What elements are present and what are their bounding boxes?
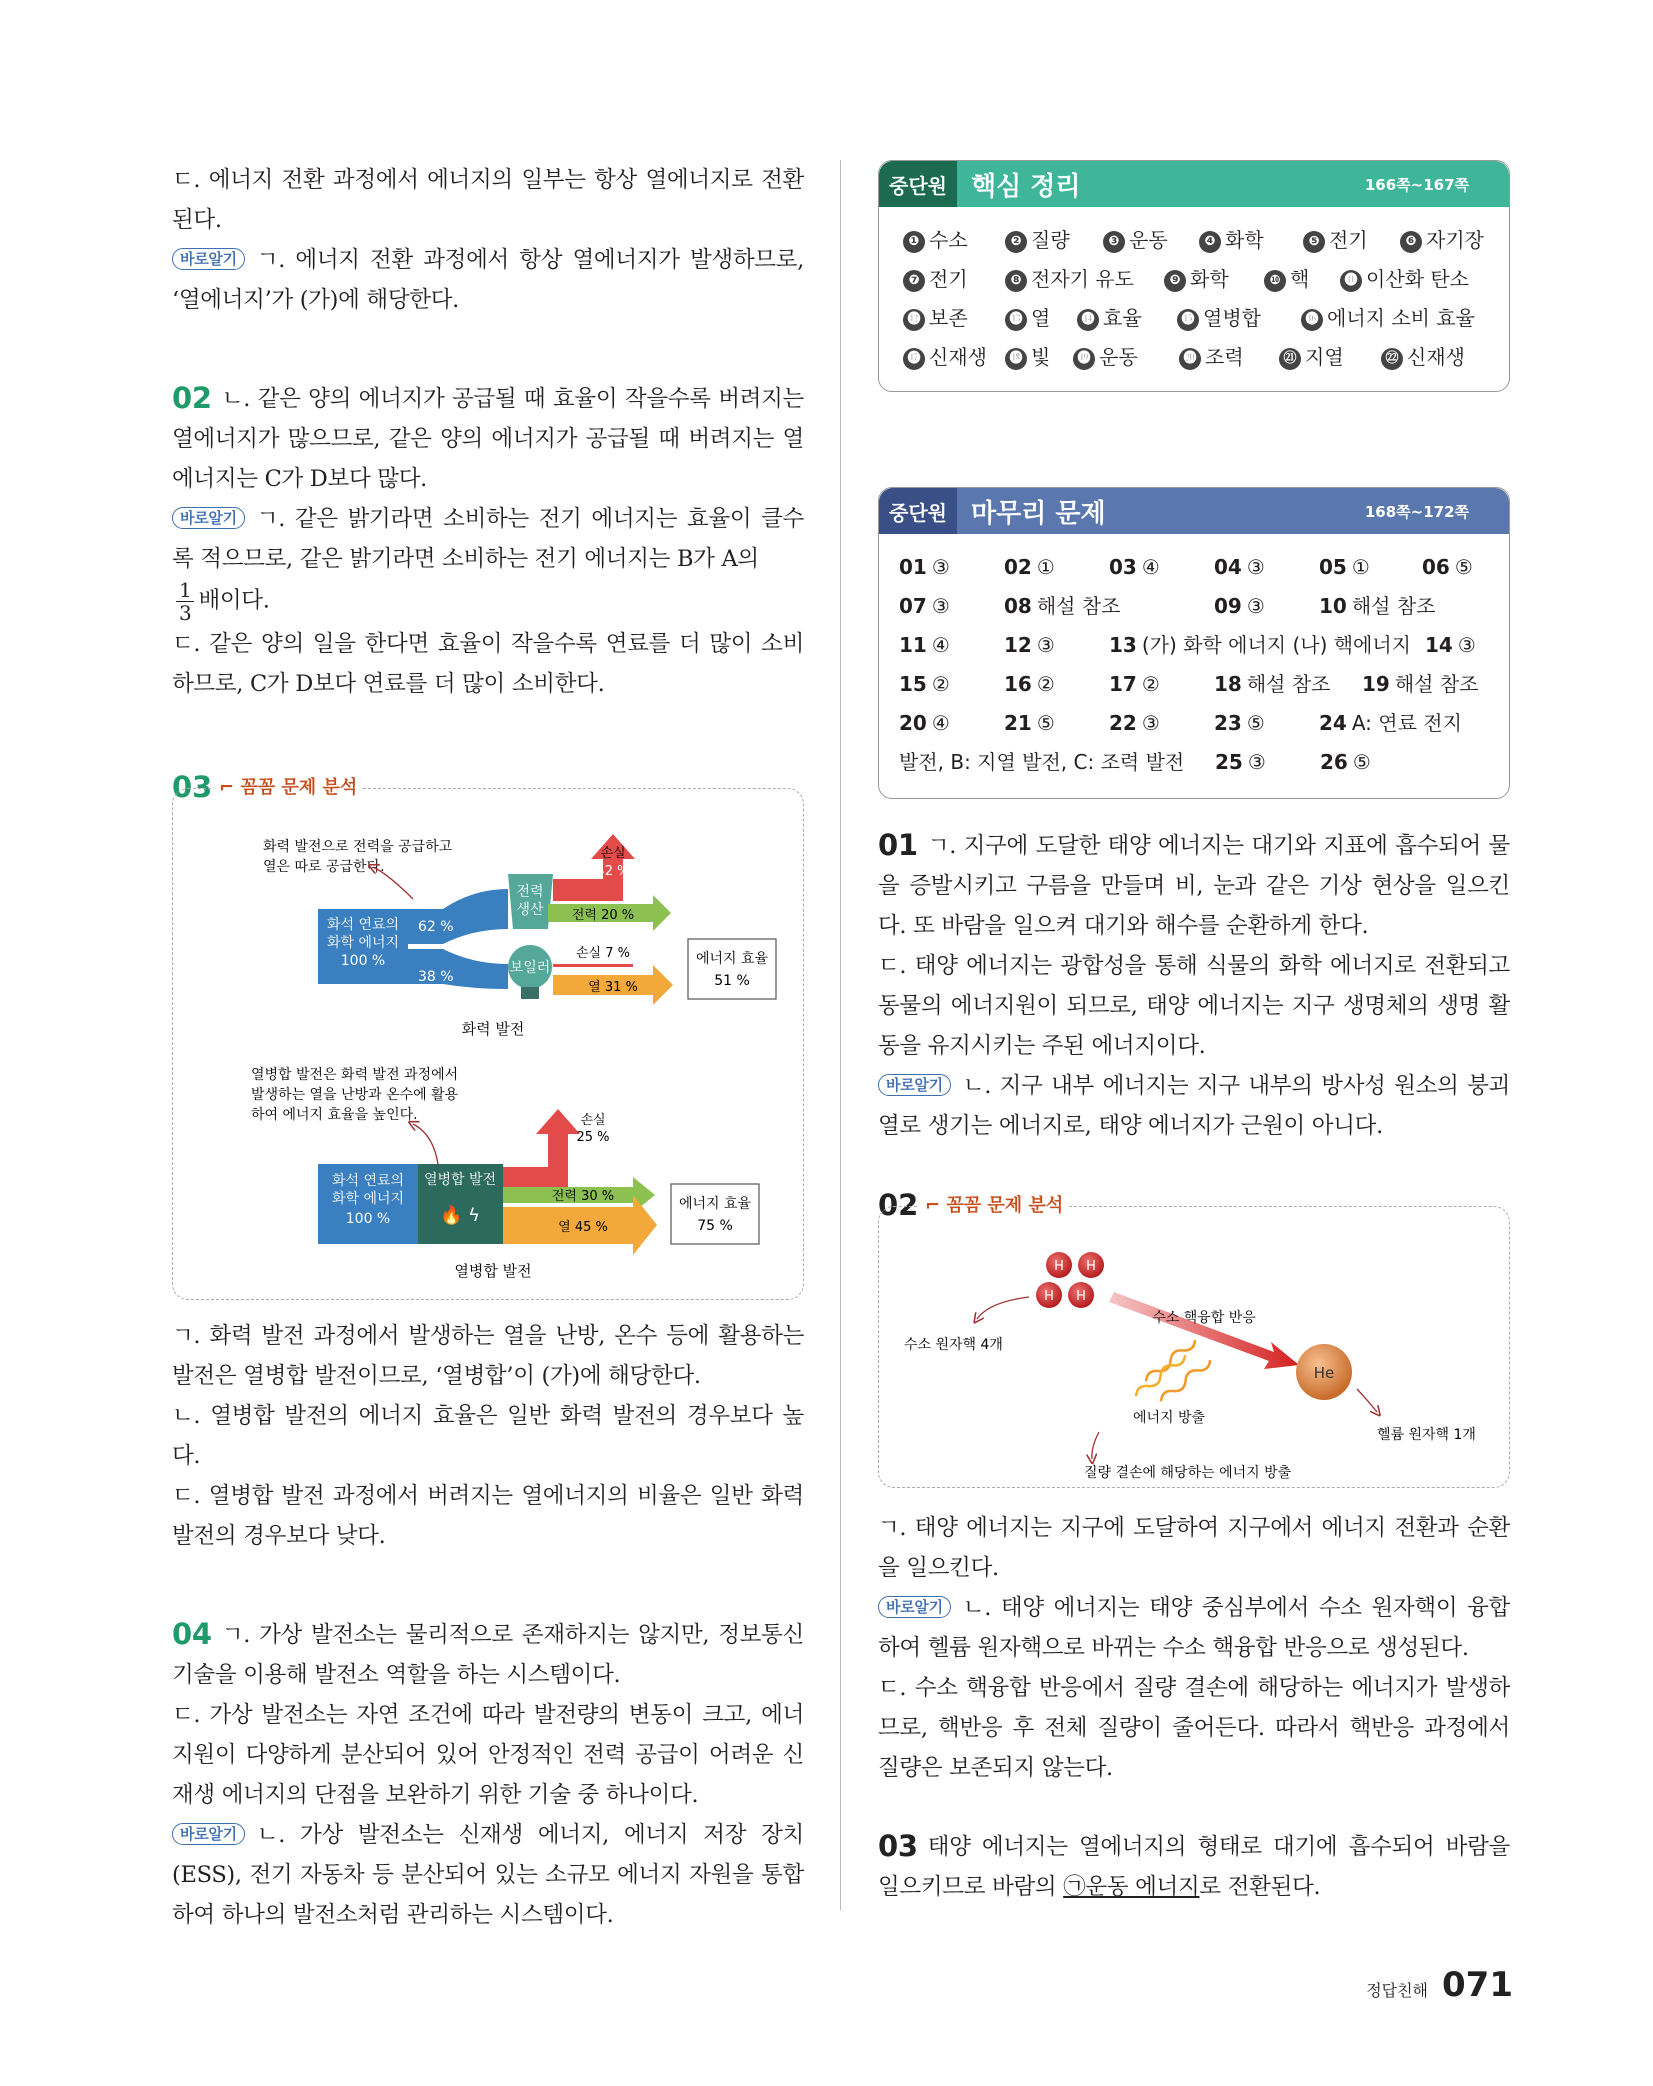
summary-row: ⓬ 보존 ⓭ 열 ⓮ 효율 ⓯ 열병합 ⓰ 에너지 소비 효율	[903, 299, 1509, 338]
source-label: 화석 연료의	[331, 1173, 405, 1189]
answer-row: 15 ② 16 ② 17 ② 18 해설 참조 19 해설 참조	[899, 672, 1479, 696]
correction-tag: 바로알기	[172, 248, 245, 270]
question-number: 03	[172, 770, 213, 804]
fusion-diagram	[879, 1207, 1511, 1489]
paragraph: 바로알기 ㄱ. 에너지 전환 과정에서 항상 열에너지가 발생하므로, ‘열에너지’가 (가)에 해당한다.	[172, 247, 804, 313]
paragraph: ㄴ. 열병합 발전의 에너지 효율은 일반 화력 발전의 경우보다 높다.	[172, 1403, 804, 1469]
mass-defect-label: 질량 결손에 해당하는 에너지 방출	[1084, 1465, 1292, 1481]
diagram-caption: 열병합 발전	[454, 1262, 532, 1280]
diagram-note: 하여 에너지 효율을 높인다.	[251, 1107, 418, 1123]
left-column	[172, 160, 804, 1935]
summary-row: ⓱ 신재생 ⓲ 빛 ⓳ 운동 ⓴ 조력 ㉑ 지열 ㉒ 신재생	[903, 338, 1509, 377]
power-generation-diagram	[173, 789, 805, 1301]
efficiency-value: 51 %	[714, 973, 750, 989]
reaction-label: 수소 핵융합 반응	[1152, 1310, 1256, 1326]
diagram-caption: 화력 발전	[461, 1020, 525, 1038]
paragraph: 03 태양 에너지는 열에너지의 형태로 대기에 흡수되어 바람을 일으키므로 바람의 ㉠운동 에너지로 전환된다.	[878, 1829, 1510, 1900]
plant-label: 열병합 발전	[423, 1172, 497, 1188]
correction-tag: 바로알기	[172, 1823, 245, 1845]
summary-row: ❼ 전기 ❽ 전자기 유도 ❾ 화학 ❿ 핵 ⓫ 이산화 탄소	[903, 260, 1509, 299]
diagram-note: 화력 발전으로 전력을 공급하고	[263, 839, 453, 855]
loss-value: 25 %	[576, 1130, 610, 1145]
footer-label: 정답친해	[1366, 1981, 1429, 2000]
answer-row: 01 ③ 02 ① 03 ④ 04 ③ 05 ① 06 ⑤	[899, 555, 1473, 579]
hydrogen-nucleus: H	[1044, 1289, 1054, 1304]
hydrogen-nucleus: H	[1086, 1259, 1096, 1274]
flame-bolt-icon: 🔥 ϟ	[439, 1205, 481, 1226]
loss-label: 손실	[600, 846, 626, 861]
unit-badge: 중단원	[879, 488, 957, 534]
paragraph: ㄷ. 에너지 전환 과정에서 에너지의 일부는 항상 열에너지로 전환된다.	[172, 167, 804, 233]
source-label: 화학 에너지	[331, 1191, 405, 1207]
hydrogen-nucleus: H	[1054, 1259, 1064, 1274]
fraction: $\frac{1}{3}$	[176, 579, 194, 624]
hydrogen-label: 수소 원자핵 4개	[904, 1337, 1003, 1353]
question-number: 02	[172, 381, 212, 415]
hydrogen-nucleus: H	[1076, 1289, 1086, 1304]
paragraph: ㄷ. 같은 양의 일을 한다면 효율이 작을수록 연료를 더 많이 소비하므로, C가 D보다 연료를 더 많이 소비한다.	[172, 631, 804, 697]
analysis-label: ⌐ 꼼꼼 문제 분석	[919, 1191, 1069, 1217]
boiler-label: 보일러	[509, 960, 551, 976]
question-number: 02	[878, 1188, 919, 1222]
loss-value: 42 %	[596, 864, 630, 879]
plant-label: 전력	[516, 884, 544, 900]
diagram-note: 열병합 발전은 화력 발전 과정에서	[251, 1067, 459, 1083]
paragraph: ㄷ. 가상 발전소는 자연 조건에 따라 발전량의 변동이 크고, 에너지원이 다양하게 분산되어 있어 안정적인 전력 공급이 어려운 신재생 에너지의 단점을 보완하기 위한 기술 중 하나이다.	[172, 1702, 804, 1808]
paragraph: 01 ㄱ. 지구에 도달한 태양 에너지는 대기와 지표에 흡수되어 물을 증발시키고 구름을 만들며 비, 눈과 같은 기상 현상을 일으킨다. 또 바람을 일으켜 대기와 해수를 순환하게 한다.	[878, 828, 1510, 939]
emission-label: 에너지 방출	[1132, 1410, 1206, 1426]
box-title: 핵심 정리	[970, 171, 1081, 202]
q02-analysis	[878, 1188, 1510, 1494]
paragraph: ㄷ. 태양 에너지는 광합성을 통해 식물의 화학 에너지로 전환되고 동물의 에너지원이 되므로, 태양 에너지는 지구 생명체의 생명 활동을 유지시키는 주된 에너지이다.	[878, 953, 1510, 1059]
source-label: 화학 에너지	[326, 935, 400, 951]
page-range: 166쪽~167쪽	[1364, 175, 1469, 194]
q03-analysis	[172, 770, 804, 1306]
diagram-note: 발생하는 열을 난방과 온수에 활용	[251, 1087, 459, 1103]
loss-label: 손실	[580, 1113, 606, 1128]
power-value: 전력 20 %	[571, 908, 635, 923]
box-title: 마무리 문제	[970, 498, 1106, 529]
paragraph: 바로알기 ㄴ. 가상 발전소는 신재생 에너지, 에너지 저장 장치(ESS), 전기 자동차 등 분산되어 있는 소규모 에너지 자원을 통합하여 하나의 발전소처럼 관리하는 시스템이다.	[172, 1822, 804, 1928]
heat-value: 열 45 %	[558, 1220, 608, 1235]
underlined-answer: ㉠운동 에너지	[1063, 1874, 1200, 1900]
paragraph: 바로알기 ㄱ. 같은 밝기라면 소비하는 전기 에너지는 효율이 클수록 적으므로, 같은 밝기라면 소비하는 전기 에너지는 B가 A의 $\frac{1}{3}$ 배이다.	[172, 506, 804, 625]
question-number: 01	[878, 828, 918, 862]
source-value: 100 %	[340, 953, 386, 969]
answer-row: 발전, B: 지열 발전, C: 조력 발전 25 ③ 26 ⑤	[899, 750, 1371, 774]
heat-value: 열 31 %	[588, 980, 638, 995]
column-divider	[840, 160, 841, 1910]
source-value: 100 %	[345, 1211, 391, 1227]
paragraph: 바로알기 ㄴ. 태양 에너지는 태양 중심부에서 수소 원자핵이 융합하여 헬륨 원자핵으로 바뀌는 수소 핵융합 반응으로 생성된다.	[878, 1595, 1510, 1661]
correction-tag: 바로알기	[172, 507, 245, 529]
answer-grid	[879, 534, 1509, 782]
question-number: 03	[878, 1829, 918, 1863]
branch-value: 62 %	[418, 919, 454, 935]
analysis-label: ⌐ 꼼꼼 문제 분석	[213, 773, 363, 799]
paragraph: 02 ㄴ. 같은 양의 에너지가 공급될 때 효율이 작을수록 버려지는 열에너지가 많으므로, 같은 양의 에너지가 공급될 때 버려지는 열에너지는 C가 D보다 많다.	[172, 381, 804, 492]
paragraph: 바로알기 ㄴ. 지구 내부 에너지는 지구 내부의 방사성 원소의 붕괴열로 생기는 에너지로, 태양 에너지가 근원이 아니다.	[878, 1073, 1510, 1139]
final-header	[879, 488, 1509, 534]
paragraph: 04 ㄱ. 가상 발전소는 물리적으로 존재하지는 않지만, 정보통신 기술을 이용해 발전소 역할을 하는 시스템이다.	[172, 1617, 804, 1688]
paragraph: ㄱ. 태양 에너지는 지구에 도달하여 지구에서 에너지 전환과 순환을 일으킨다.	[878, 1515, 1510, 1581]
page-range: 168쪽~172쪽	[1364, 502, 1469, 521]
answer-row: 07 ③ 08 해설 참조 09 ③ 10 해설 참조	[899, 594, 1436, 618]
helium-label: 헬륨 원자핵 1개	[1377, 1427, 1476, 1443]
page-number: 071	[1442, 1965, 1513, 2005]
page-footer	[1366, 1965, 1513, 2005]
question-number: 04	[172, 1617, 212, 1651]
correction-tag: 바로알기	[878, 1596, 951, 1618]
power-value: 전력 30 %	[551, 1189, 615, 1204]
summary-box	[878, 160, 1510, 392]
summary-header	[879, 161, 1509, 207]
efficiency-label: 에너지 효율	[678, 1196, 752, 1212]
answer-row: 20 ④ 21 ⑤ 22 ③ 23 ⑤ 24 A: 연료 전지	[899, 711, 1462, 735]
diagram-note: 열은 따로 공급한다.	[263, 859, 385, 875]
unit-badge: 중단원	[879, 161, 957, 207]
final-problem-box	[878, 487, 1510, 799]
efficiency-label: 에너지 효율	[695, 951, 769, 967]
efficiency-value: 75 %	[697, 1218, 733, 1234]
paragraph: ㄷ. 수소 핵융합 반응에서 질량 결손에 해당하는 에너지가 발생하므로, 핵반응 후 전체 질량이 줄어든다. 따라서 핵반응 과정에서 질량은 보존되지 않는다.	[878, 1675, 1510, 1781]
paragraph: ㄷ. 열병합 발전 과정에서 버려지는 열에너지의 비율은 일반 화력 발전의 경우보다 낮다.	[172, 1483, 804, 1549]
branch-value: 38 %	[418, 969, 454, 985]
loss-value: 손실 7 %	[575, 946, 631, 961]
summary-row: ❶ 수소 ❷ 질량 ❸ 운동 ❹ 화학 ❺ 전기 ❻ 자기장	[903, 221, 1509, 260]
correction-tag: 바로알기	[878, 1074, 951, 1096]
plant-label: 생산	[516, 902, 544, 918]
source-label: 화석 연료의	[326, 917, 400, 933]
paragraph: ㄱ. 화력 발전 과정에서 발생하는 열을 난방, 온수 등에 활용하는 발전은 열병합 발전이므로, ‘열병합’이 (가)에 해당한다.	[172, 1323, 804, 1389]
summary-grid	[879, 207, 1509, 377]
answer-row: 11 ④ 12 ③ 13 (가) 화학 에너지 (나) 핵에너지 14 ③	[899, 633, 1476, 657]
helium-nucleus: He	[1313, 1364, 1335, 1382]
right-column	[878, 160, 1510, 1907]
